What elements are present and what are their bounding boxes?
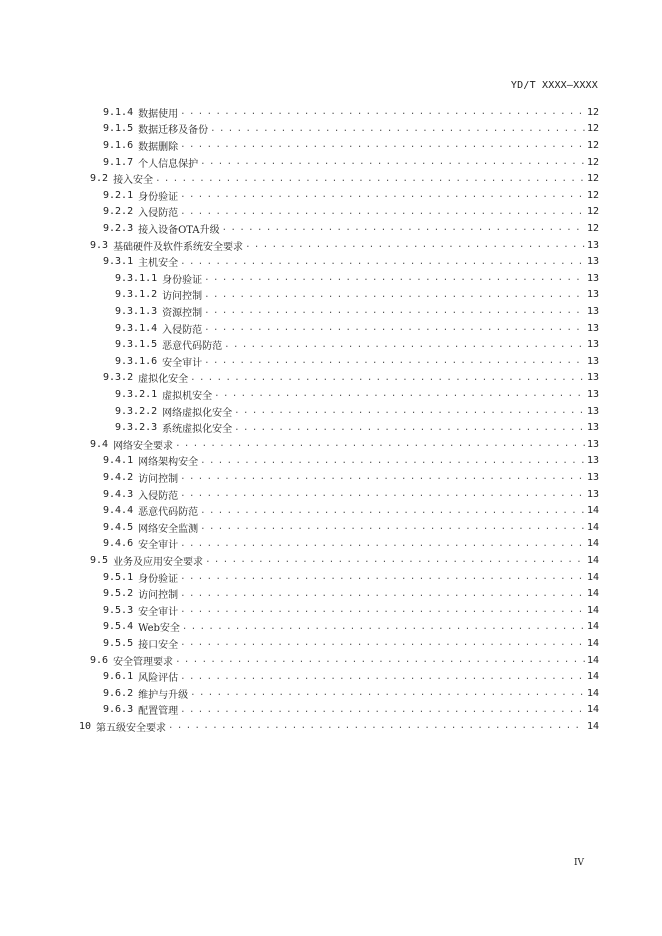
toc-leader-dots [180,589,585,599]
toc-entry-number: 9.1.6 [103,139,134,151]
toc-leader-dots [180,190,585,200]
toc-entry-number: 9.4.5 [103,521,134,533]
toc-entry-page: 13 [586,305,599,317]
toc-entry-title: 数据使用 [138,108,179,120]
toc-entry-number: 9.4.3 [103,488,134,500]
toc-entry-number: 9.5.2 [103,588,134,600]
toc-entry-number: 9.5.4 [103,621,134,633]
toc-entry-page: 14 [586,505,599,517]
toc-entry[interactable] [103,519,599,536]
toc-leader-dots [180,107,585,117]
toc-leader-dots [224,340,585,350]
toc-entry[interactable] [103,137,599,154]
toc-entry-number: 9.3.1.5 [115,339,158,351]
toc-entry-page: 13 [586,438,599,450]
toc-entry-title: 身份验证 [162,274,203,286]
toc-leader-dots [180,672,585,682]
toc-entry-title: 安全审计 [138,606,179,618]
toc-entry[interactable] [115,303,599,320]
toc-entry[interactable] [115,353,599,370]
toc-entry-title: 第五级安全要求 [96,722,167,734]
toc-entry-page: 14 [586,637,599,649]
toc-leader-dots [200,506,585,516]
toc-entry-title: 恶意代码防范 [162,341,223,353]
toc-entry-title: 访问控制 [138,473,179,485]
toc-entry-page: 13 [586,471,599,483]
toc-leader-dots [200,456,585,466]
toc-entry-number: 9.3.1.4 [115,322,158,334]
toc-entry[interactable] [115,270,599,287]
toc-entry-page: 12 [586,139,599,151]
toc-entry[interactable] [115,386,599,403]
toc-entry[interactable] [90,652,599,669]
toc-entry-number: 9.1.7 [103,156,134,168]
toc-entry-title: 访问控制 [138,590,179,602]
toc-entry-title: 入侵防范 [162,324,203,336]
toc-entry[interactable] [103,121,599,138]
toc-entry-page: 14 [586,654,599,666]
toc-entry-number: 9.6.1 [103,671,134,683]
toc-entry-page: 13 [586,488,599,500]
toc-entry[interactable] [103,486,599,503]
toc-leader-dots [182,622,585,632]
toc-entry-number: 9.3.2 [103,372,134,384]
toc-leader-dots [180,257,585,267]
toc-entry-number: 9.3.2.1 [115,388,158,400]
page-number-footer: IV [573,858,584,868]
toc-entry-title: 虚拟机安全 [162,390,213,402]
toc-entry-page: 12 [586,222,599,234]
toc-leader-dots [180,539,585,549]
toc-entry-page: 13 [586,239,599,251]
toc-entry[interactable] [115,320,599,337]
toc-entry[interactable] [103,220,599,237]
toc-entry-page: 14 [586,588,599,600]
toc-entry[interactable] [115,336,599,353]
toc-entry-title: 安全管理要求 [113,656,174,668]
toc-entry-number: 9.2.1 [103,189,134,201]
toc-leader-dots [180,472,585,482]
toc-leader-dots [180,605,585,615]
toc-entry-page: 14 [586,604,599,616]
toc-entry-number: 9.3.2.2 [115,405,158,417]
toc-entry-number: 9.6.3 [103,704,134,716]
toc-entry-title: 网络安全监测 [138,523,199,535]
toc-leader-dots [214,389,585,399]
toc-entry-page: 14 [586,571,599,583]
toc-entry-page: 13 [586,256,599,268]
toc-leader-dots [234,406,585,416]
toc-leader-dots [204,306,585,316]
toc-entry-page: 12 [586,123,599,135]
toc-entry-number: 10 [79,720,92,732]
toc-entry-page: 13 [586,372,599,384]
toc-entry[interactable] [103,187,599,204]
toc-entry[interactable] [103,502,599,519]
toc-entry[interactable] [103,204,599,221]
toc-entry-page: 14 [586,720,599,732]
toc-entry-title: 安全审计 [162,357,203,369]
toc-entry-page: 14 [586,671,599,683]
toc-entry[interactable] [103,635,599,652]
toc-leader-dots [180,207,585,217]
toc-entry-number: 9.5.5 [103,637,134,649]
toc-entry-title: 配置管理 [138,706,179,718]
toc-entry-number: 9.4.2 [103,471,134,483]
toc-entry[interactable] [103,370,599,387]
toc-entry[interactable] [115,403,599,420]
toc-entry-page: 14 [586,521,599,533]
toc-entry[interactable] [103,469,599,486]
toc-entry-title: 资源控制 [162,307,203,319]
toc-entry-page: 14 [586,621,599,633]
toc-entry-number: 9.4.1 [103,455,134,467]
toc-entry[interactable] [103,585,599,602]
toc-entry-title: 维护与升级 [138,689,189,701]
toc-entry-number: 9.4 [90,438,109,450]
toc-entry-title: 接入设备OTA升级 [138,224,220,236]
toc-entry[interactable] [103,619,599,636]
toc-leader-dots [180,638,585,648]
toc-entry[interactable] [103,453,599,470]
toc-entry-page: 14 [586,687,599,699]
toc-leader-dots [204,356,585,366]
toc-leader-dots [204,273,585,283]
toc-leader-dots [180,140,585,150]
toc-leader-dots [180,572,585,582]
toc-entry-title: 数据删除 [138,141,179,153]
toc-entry[interactable] [103,602,599,619]
toc-entry-number: 9.5.3 [103,604,134,616]
toc-entry-page: 12 [586,156,599,168]
toc-entry[interactable] [103,702,599,719]
toc-entry-title: 身份验证 [138,191,179,203]
toc-leader-dots [200,522,585,532]
toc-entry[interactable] [103,154,599,171]
document-code-header: YD/T XXXX—XXXX [510,80,598,91]
toc-entry-title: 恶意代码防范 [138,507,199,519]
toc-leader-dots [190,373,585,383]
toc-leader-dots [175,439,585,449]
toc-entry-number: 9.5.1 [103,571,134,583]
toc-entry-title: 网络虚拟化安全 [162,407,233,419]
toc-entry-title: 个人信息保护 [138,158,199,170]
toc-entry-title: 数据迁移及备份 [138,125,209,137]
toc-entry-page: 14 [586,538,599,550]
toc-entry-number: 9.3 [90,239,109,251]
toc-leader-dots [204,323,585,333]
toc-leader-dots [190,688,585,698]
toc-entry-number: 9.3.1.1 [115,272,158,284]
toc-entry-page: 13 [586,388,599,400]
toc-entry[interactable] [103,536,599,553]
toc-entry-title: 网络架构安全 [138,457,199,469]
toc-leader-dots [234,423,585,433]
toc-entry-title: 安全审计 [138,540,179,552]
toc-entry-title: 主机安全 [138,258,179,270]
toc-leader-dots [200,157,585,167]
toc-entry-title: 接入安全 [113,175,154,187]
toc-entry-page: 14 [586,554,599,566]
toc-entry-title: 入侵防范 [138,490,179,502]
toc-entry[interactable] [90,552,599,569]
toc-entry-page: 12 [586,189,599,201]
toc-entry-title: 系统虚拟化安全 [162,424,233,436]
toc-entry[interactable] [103,569,599,586]
toc-entry-number: 9.2 [90,173,109,185]
toc-entry-number: 9.4.4 [103,505,134,517]
toc-entry[interactable] [103,104,599,121]
toc-entry-title: 基础硬件及软件系统安全要求 [113,241,244,253]
toc-entry-number: 9.6.2 [103,687,134,699]
toc-entry-page: 13 [586,339,599,351]
toc-entry-number: 9.2.3 [103,222,134,234]
toc-entry-page: 13 [586,289,599,301]
toc-entry-page: 12 [586,106,599,118]
toc-leader-dots [210,124,585,134]
toc-entry-title: 入侵防范 [138,208,179,220]
toc-leader-dots [168,721,585,731]
toc-leader-dots [180,705,585,715]
toc-entry-number: 9.3.2.3 [115,422,158,434]
toc-entry-number: 9.3.1.6 [115,355,158,367]
toc-entry-page: 13 [586,355,599,367]
toc-leader-dots [155,174,585,184]
toc-entry[interactable] [90,237,599,254]
toc-entry-page: 13 [586,405,599,417]
toc-entry-number: 9.5 [90,554,109,566]
toc-entry-page: 13 [586,455,599,467]
toc-entry-title: 风险评估 [138,673,179,685]
toc-entry-page: 13 [586,272,599,284]
toc-entry[interactable] [79,718,599,735]
toc-entry-number: 9.3.1.2 [115,289,158,301]
toc-entry-number: 9.6 [90,654,109,666]
toc-entry-title: 接口安全 [138,639,179,651]
toc-entry-page: 12 [586,173,599,185]
toc-entry[interactable] [115,419,599,436]
toc-entry[interactable] [103,253,599,270]
toc-entry-page: 14 [586,704,599,716]
toc-entry-number: 9.3.1.3 [115,305,158,317]
toc-entry[interactable] [115,287,599,304]
toc-entry[interactable] [103,685,599,702]
toc-leader-dots [205,555,585,565]
toc-leader-dots [204,290,585,300]
toc-entry-number: 9.1.5 [103,123,134,135]
toc-entry-title: Web安全 [138,623,180,635]
toc-entry-page: 13 [586,322,599,334]
toc-entry[interactable] [103,668,599,685]
toc-entry[interactable] [90,170,599,187]
toc-leader-dots [180,489,585,499]
toc-entry-number: 9.4.6 [103,538,134,550]
toc-entry-number: 9.3.1 [103,256,134,268]
toc-entry-title: 网络安全要求 [113,440,174,452]
toc-entry-title: 虚拟化安全 [138,374,189,386]
toc-entry-number: 9.1.4 [103,106,134,118]
toc-leader-dots [175,655,585,665]
toc-entry-page: 13 [586,422,599,434]
toc-leader-dots [222,223,585,233]
toc-entry-title: 身份验证 [138,573,179,585]
toc-entry-title: 访问控制 [162,291,203,303]
toc-entry-title: 业务及应用安全要求 [113,556,204,568]
toc-entry-page: 12 [586,206,599,218]
toc-entry-number: 9.2.2 [103,206,134,218]
toc-leader-dots [245,240,585,250]
toc-entry[interactable] [90,436,599,453]
